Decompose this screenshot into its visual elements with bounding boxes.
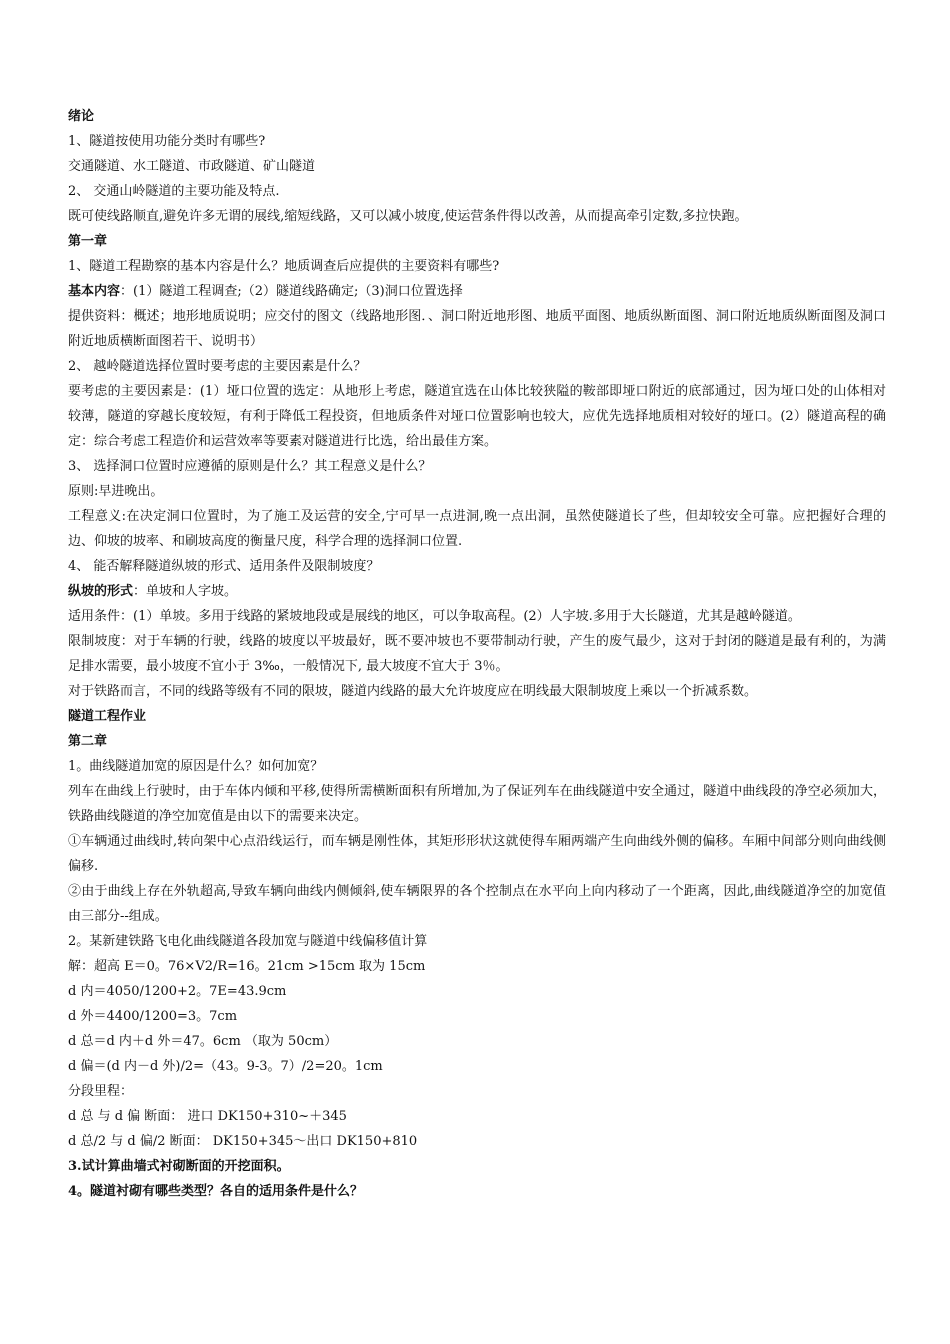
basic-content-text: ：(1）隧道工程调查;（2）隧道线路确定;（3)洞口位置选择 [120,284,463,299]
answer-1-4-form [68,579,886,604]
slope-form-text: ：单坡和人字坡。 [133,584,238,599]
heading-chapter-1: 第一章 [68,234,108,249]
answer-1-2: 要考虑的主要因素是：(1）垭口位置的选定：从地形上考虑，隧道宜选在山体比较狭隘的鞍部即垭口附近的底部通过，因为垭口处的山体相对较薄，隧道的穿越长度较短，有利于降低工程投资，但地质条件对垭口位置影响也较大，应优先选择地质相对较好的垭口。(2）隧道高程的确定：综合考虑工程造价和运营效率等要素对隧道进行比选，给出最佳方案。 [68,384,886,449]
question-2-2: 2。某新建铁路飞电化曲线隧道各段加宽与隧道中线偏移值计算 [68,934,428,949]
answer-1-4-conditions: 适用条件：(1）单坡。多用于线路的紧坡地段或是展线的地区，可以争取高程。(2）人字坡.多用于大长隧道，尤其是越岭隧道。 [68,609,801,624]
question-intro-2: 2、 交通山岭隧道的主要功能及特点. [68,184,280,199]
answer-1-1-materials: 提供资料：概述；地形地质说明；应交付的图文（线路地形图．、洞口附近地形图、地质平面图、地质纵断面图、洞口附近地质纵断面图及洞口附近地质横断面图若干、说明书） [68,309,886,349]
question-1-1: 1、隧道工程勘察的基本内容是什么？地质调查后应提供的主要资料有哪些? [68,259,500,274]
calc-line-8: d 总/2 与 d 偏/2 断面： DK150+345～出口 DK150+810 [68,1134,418,1149]
question-2-3: 3.试计算曲墙式衬砌断面的开挖面积。 [68,1159,290,1174]
slope-form-label: 纵坡的形式 [68,584,134,599]
calc-line-2: d 内＝4050/1200+2。7E=43.9cm [68,984,287,999]
answer-1-4-railway: 对于铁路而言，不同的线路等级有不同的限坡，隧道内线路的最大允许坡度应在明线最大限制坡度上乘以一个折减系数。 [68,684,758,699]
question-intro-1: 1、隧道按使用功能分类时有哪些? [68,134,266,149]
question-2-1: 1。曲线隧道加宽的原因是什么？如何加宽？ [68,759,324,774]
answer-1-3-principle: 原则:早进晚出。 [68,484,164,499]
calc-line-6: 分段里程： [68,1084,134,1099]
heading-intro: 绪论 [68,109,95,124]
basic-content-label: 基本内容 [68,284,121,299]
calc-line-7: d 总 与 d 偏 断面： 进口 DK150+310~＋345 [68,1109,347,1124]
heading-chapter-2: 第二章 [68,734,108,749]
question-1-3: 3、 选择洞口位置时应遵循的原则是什么？其工程意义是什么？ [68,459,432,474]
document-page [68,104,886,1204]
question-2-4: 4。隧道衬砌有哪些类型？各自的适用条件是什么？ [68,1184,364,1199]
answer-2-1-point-1: ①车辆通过曲线时,转向架中心点沿线运行，而车辆是刚性体，其矩形形状这就使得车厢两端产生向曲线外侧的偏移。车厢中间部分则向曲线侧偏移. [68,834,886,874]
answer-1-4-limit: 限制坡度：对于车辆的行驶，线路的坡度以平坡最好，既不要冲坡也不要带制动行驶，产生的废气最少，这对于封闭的隧道是最有利的，为满足排水需要，最小坡度不宜小于 3‰，一般情况下, 最大坡度不宜大于 3％。 [68,634,886,674]
answer-2-1-point-2: ②由于曲线上存在外轨超高,导致车辆向曲线内侧倾斜,使车辆限界的各个控制点在水平向上向内移动了一个距离，因此,曲线隧道净空的加宽值由三部分--组成。 [68,884,886,924]
answer-intro-2: 既可使线路顺直,避免许多无谓的展线,缩短线路，又可以减小坡度,使运营条件得以改善，从而提高牵引定数,多拉快跑。 [68,209,748,224]
calc-line-4: d 总＝d 内＋d 外＝47。6cm （取为 50cm） [68,1034,338,1049]
question-1-4: 4、 能否解释隧道纵坡的形式、适用条件及限制坡度？ [68,559,380,574]
question-1-2: 2、 越岭隧道选择位置时要考虑的主要因素是什么？ [68,359,367,374]
answer-1-3-meaning: 工程意义:在决定洞口位置时，为了施工及运营的安全,宁可早一点进洞,晚一点出洞，虽然使隧道长了些，但却较安全可靠。应把握好合理的边、仰坡的坡率、和刷坡高度的衡量尺度，科学合理的选择洞口位置. [68,509,886,549]
calc-line-1: 解：超高 E＝0。76×V2/R=16。21cm >15cm 取为 15cm [68,959,426,974]
answer-2-1-intro: 列车在曲线上行驶时，由于车体内倾和平移,使得所需横断面积有所增加,为了保证列车在曲线隧道中安全通过，隧道中曲线段的净空必须加大，铁路曲线隧道的净空加宽值是由以下的需要来决定。 [68,784,886,824]
answer-1-1-basic [68,279,886,304]
calc-line-3: d 外＝4400/1200=3。7cm [68,1009,238,1024]
answer-intro-1: 交通隧道、水工隧道、市政隧道、矿山隧道 [68,159,316,174]
heading-homework: 隧道工程作业 [68,709,147,724]
calc-line-5: d 偏＝(d 内－d 外)/2=（43。9-3。7）/2=20。1cm [68,1059,383,1074]
